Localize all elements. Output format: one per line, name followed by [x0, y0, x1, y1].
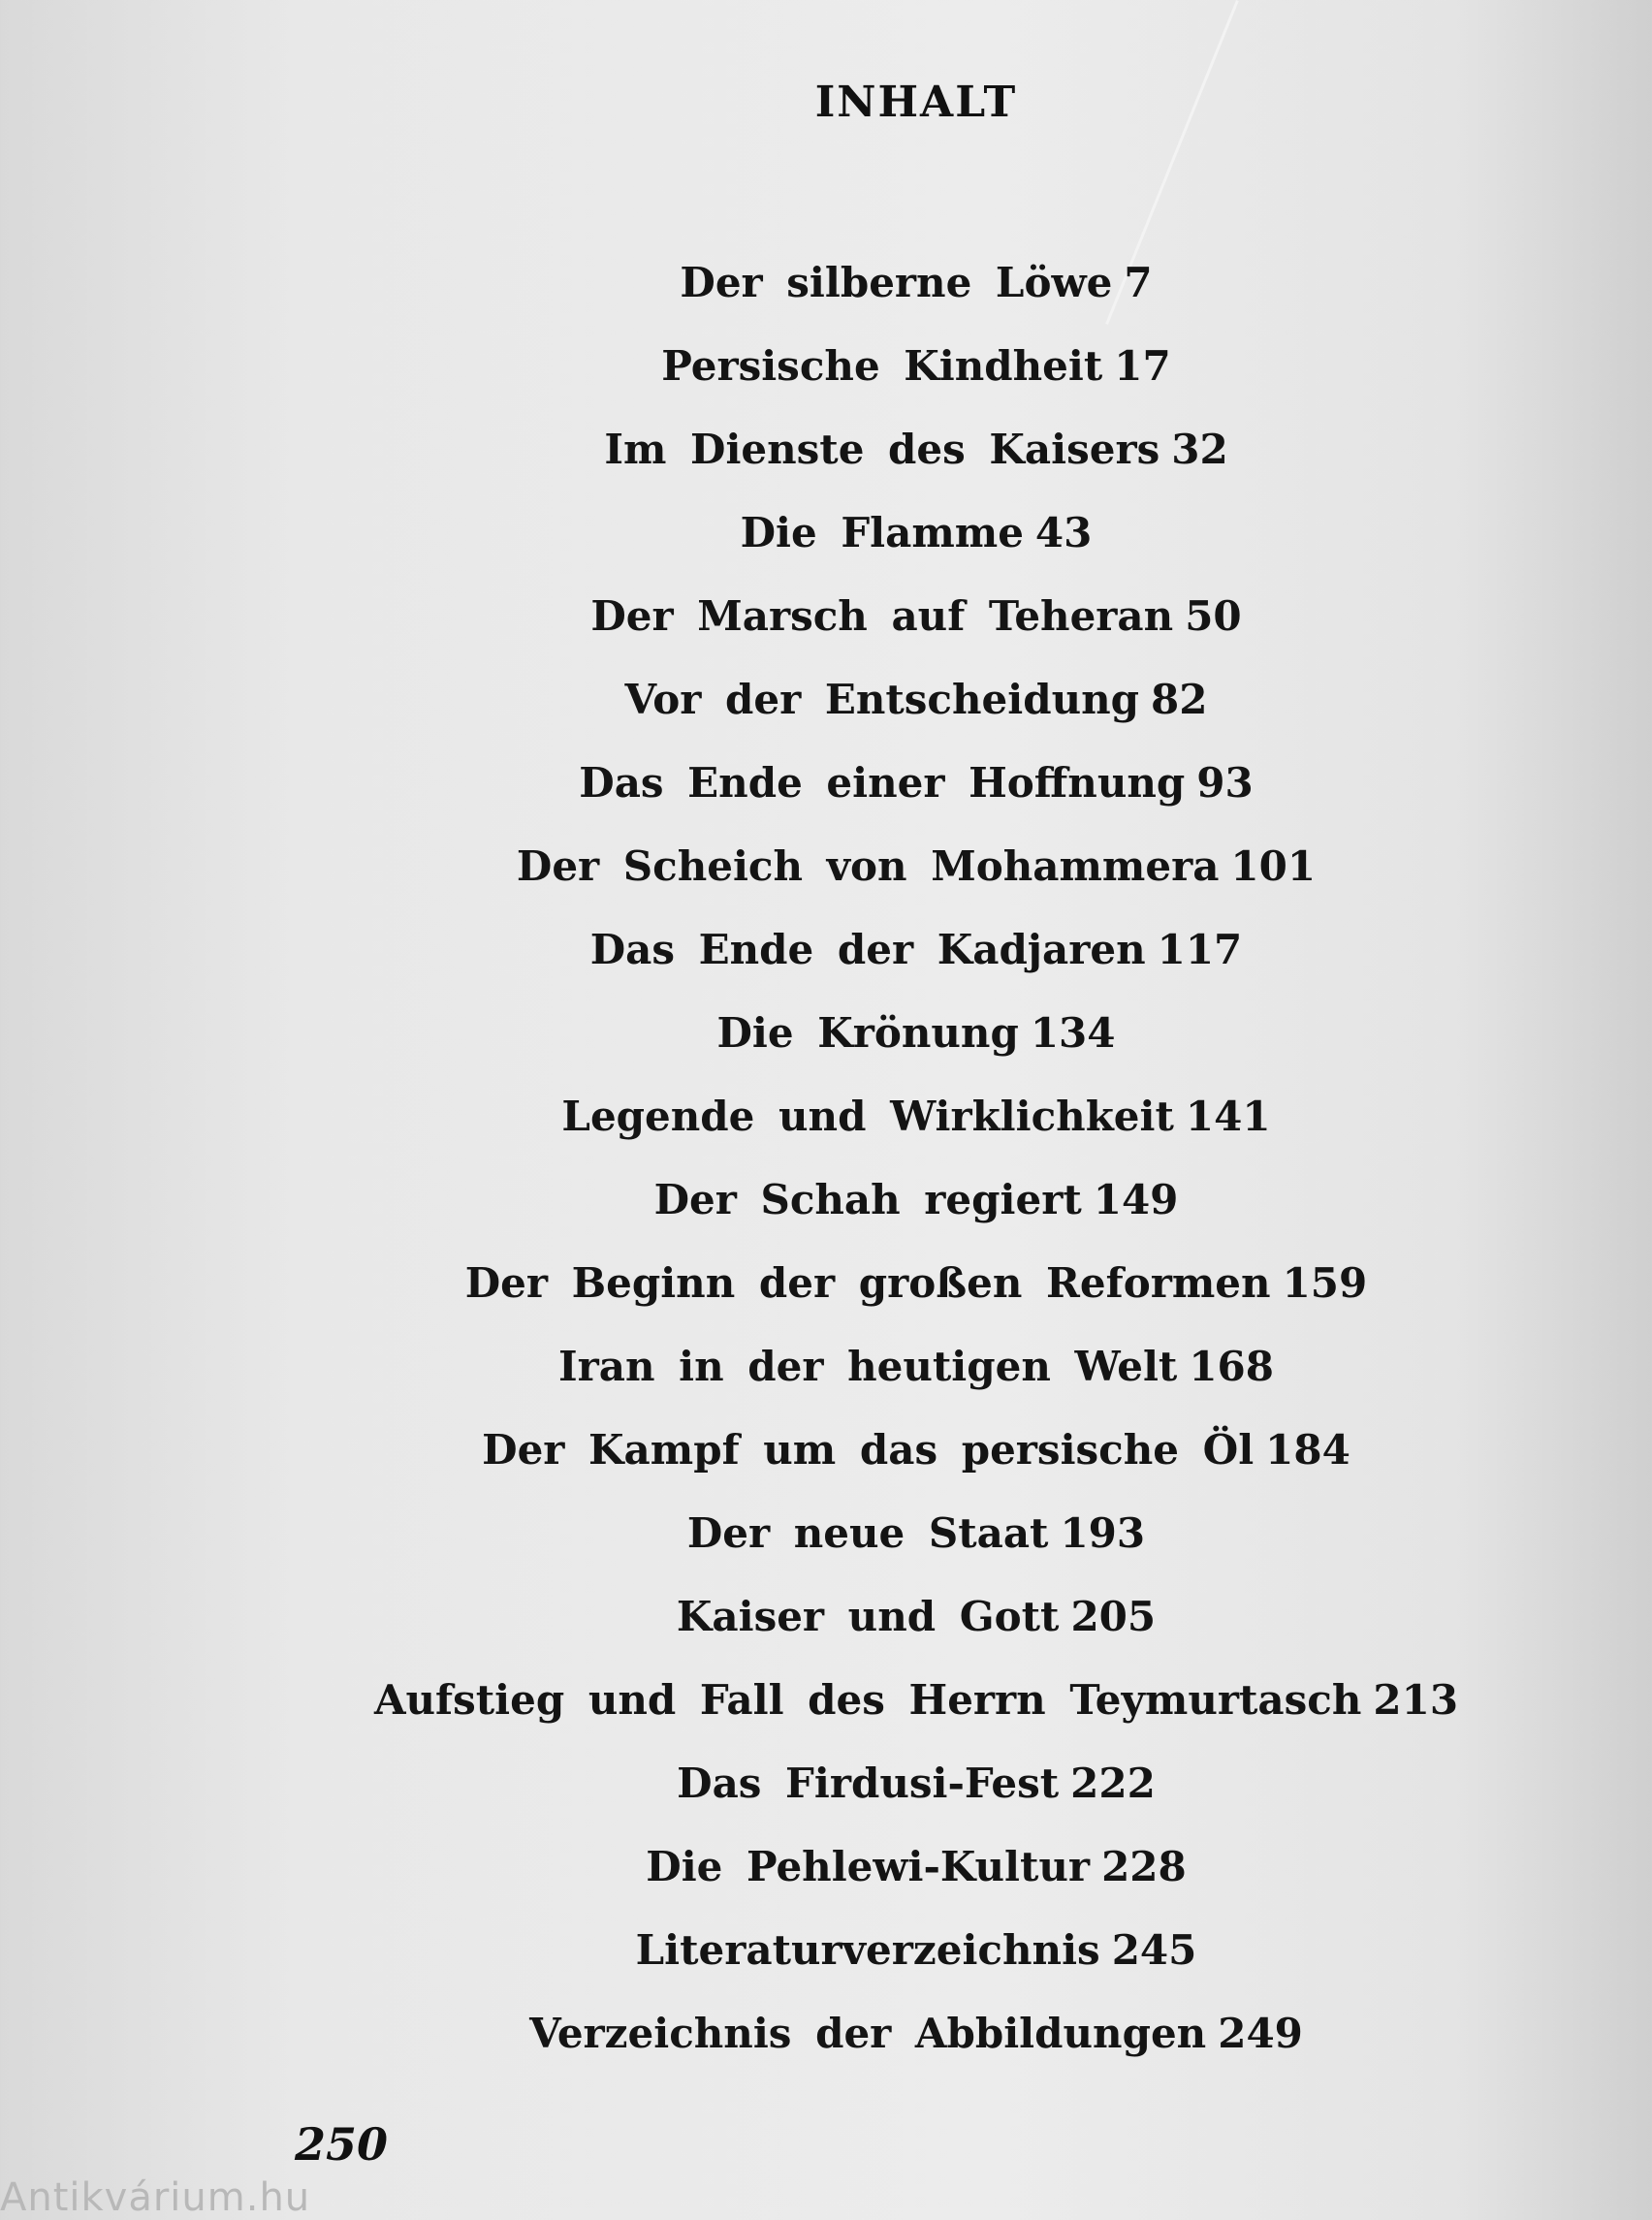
toc-entry-page: 222	[1070, 1760, 1156, 1807]
toc-entry-title: Der Scheich von Mohammera	[516, 842, 1220, 890]
toc-entry-page: 228	[1101, 1843, 1187, 1890]
toc-entry	[0, 1838, 1652, 1921]
toc-entry	[0, 838, 1652, 921]
toc-entry-page: 168	[1189, 1343, 1274, 1390]
toc-entry-title: Das Firdusi-Fest	[677, 1760, 1060, 1807]
toc-entry-title: Das Ende einer Hoffnung	[579, 759, 1186, 807]
toc-entry	[0, 1588, 1652, 1671]
toc-entry-page: 50	[1185, 592, 1242, 640]
toc-entry-title: Das Ende der Kadjaren	[589, 926, 1146, 973]
toc-entry-page: 245	[1111, 1926, 1197, 1974]
toc-entry-title: Verzeichnis der Abbildungen	[529, 2010, 1207, 2057]
toc-entry-title: Aufstieg und Fall des Herrn Teymurtasch	[373, 1676, 1362, 1724]
toc-entry-page: 149	[1093, 1176, 1179, 1223]
toc-entry	[0, 421, 1652, 504]
toc-entry-page: 43	[1034, 509, 1093, 556]
toc-entry	[0, 1505, 1652, 1588]
toc-entry-page: 93	[1196, 759, 1254, 807]
toc-entry	[0, 504, 1652, 587]
toc-entry	[0, 1671, 1652, 1755]
toc-entry-page: 17	[1114, 342, 1171, 390]
page-number: 250	[295, 2118, 389, 2171]
toc-entry-title: Der Kampf um das persische Öl	[482, 1426, 1255, 1474]
toc-entry-title: Die Pehlewi-Kultur	[646, 1843, 1091, 1890]
toc-entry	[0, 1421, 1652, 1505]
toc-entry-page: 141	[1185, 1093, 1271, 1140]
toc-entry	[0, 337, 1652, 421]
toc-entry-page: 32	[1171, 426, 1228, 473]
toc-entry	[0, 2005, 1652, 2088]
toc-entry-title: Die Krönung	[716, 1009, 1019, 1057]
toc-entry-title: Die Flamme	[740, 509, 1024, 556]
toc-entry	[0, 754, 1652, 838]
toc-entry	[0, 254, 1652, 337]
toc-entry-page: 213	[1373, 1676, 1459, 1724]
toc-entry-page: 7	[1124, 259, 1153, 306]
toc-entry	[0, 1254, 1652, 1338]
toc-entry-title: Der Schah regiert	[653, 1176, 1082, 1223]
toc-entry	[0, 1755, 1652, 1838]
toc-entry-title: Vor der Entscheidung	[624, 676, 1140, 723]
table-of-contents	[0, 254, 1652, 2088]
toc-entry-title: Literaturverzeichnis	[635, 1926, 1100, 1974]
toc-entry-page: 101	[1230, 842, 1317, 890]
toc-entry-title: Legende und Wirklichkeit	[561, 1093, 1174, 1140]
toc-entry	[0, 1171, 1652, 1254]
toc-entry-title: Im Dienste des Kaisers	[604, 426, 1160, 473]
toc-entry	[0, 671, 1652, 754]
toc-entry-page: 193	[1060, 1509, 1146, 1557]
toc-entry-title: Der Beginn der großen Reformen	[464, 1259, 1271, 1307]
toc-entry	[0, 1338, 1652, 1421]
toc-entry	[0, 1921, 1652, 2005]
toc-entry-title: Der silberne Löwe	[680, 259, 1113, 306]
toc-entry	[0, 587, 1652, 671]
toc-entry	[0, 1088, 1652, 1171]
page-title: INHALT	[814, 78, 1018, 127]
toc-entry-page: 159	[1282, 1259, 1368, 1307]
toc-entry-title: Der neue Staat	[686, 1509, 1049, 1557]
toc-entry-page: 82	[1151, 676, 1208, 723]
toc-entry-title: Kaiser und Gott	[676, 1593, 1060, 1640]
toc-entry-page: 184	[1265, 1426, 1350, 1474]
toc-entry-title: Iran in der heutigen Welt	[558, 1343, 1178, 1390]
toc-entry-page: 205	[1070, 1593, 1157, 1640]
toc-entry-page: 249	[1218, 2010, 1303, 2057]
toc-entry-page: 117	[1157, 926, 1243, 973]
toc-entry	[0, 1004, 1652, 1088]
toc-entry-page: 134	[1030, 1009, 1116, 1057]
toc-entry-title: Der Marsch auf Teheran	[590, 592, 1174, 640]
toc-entry	[0, 921, 1652, 1004]
watermark: Antikvárium.hu	[0, 2175, 311, 2220]
toc-entry-title: Persische Kindheit	[661, 342, 1103, 390]
